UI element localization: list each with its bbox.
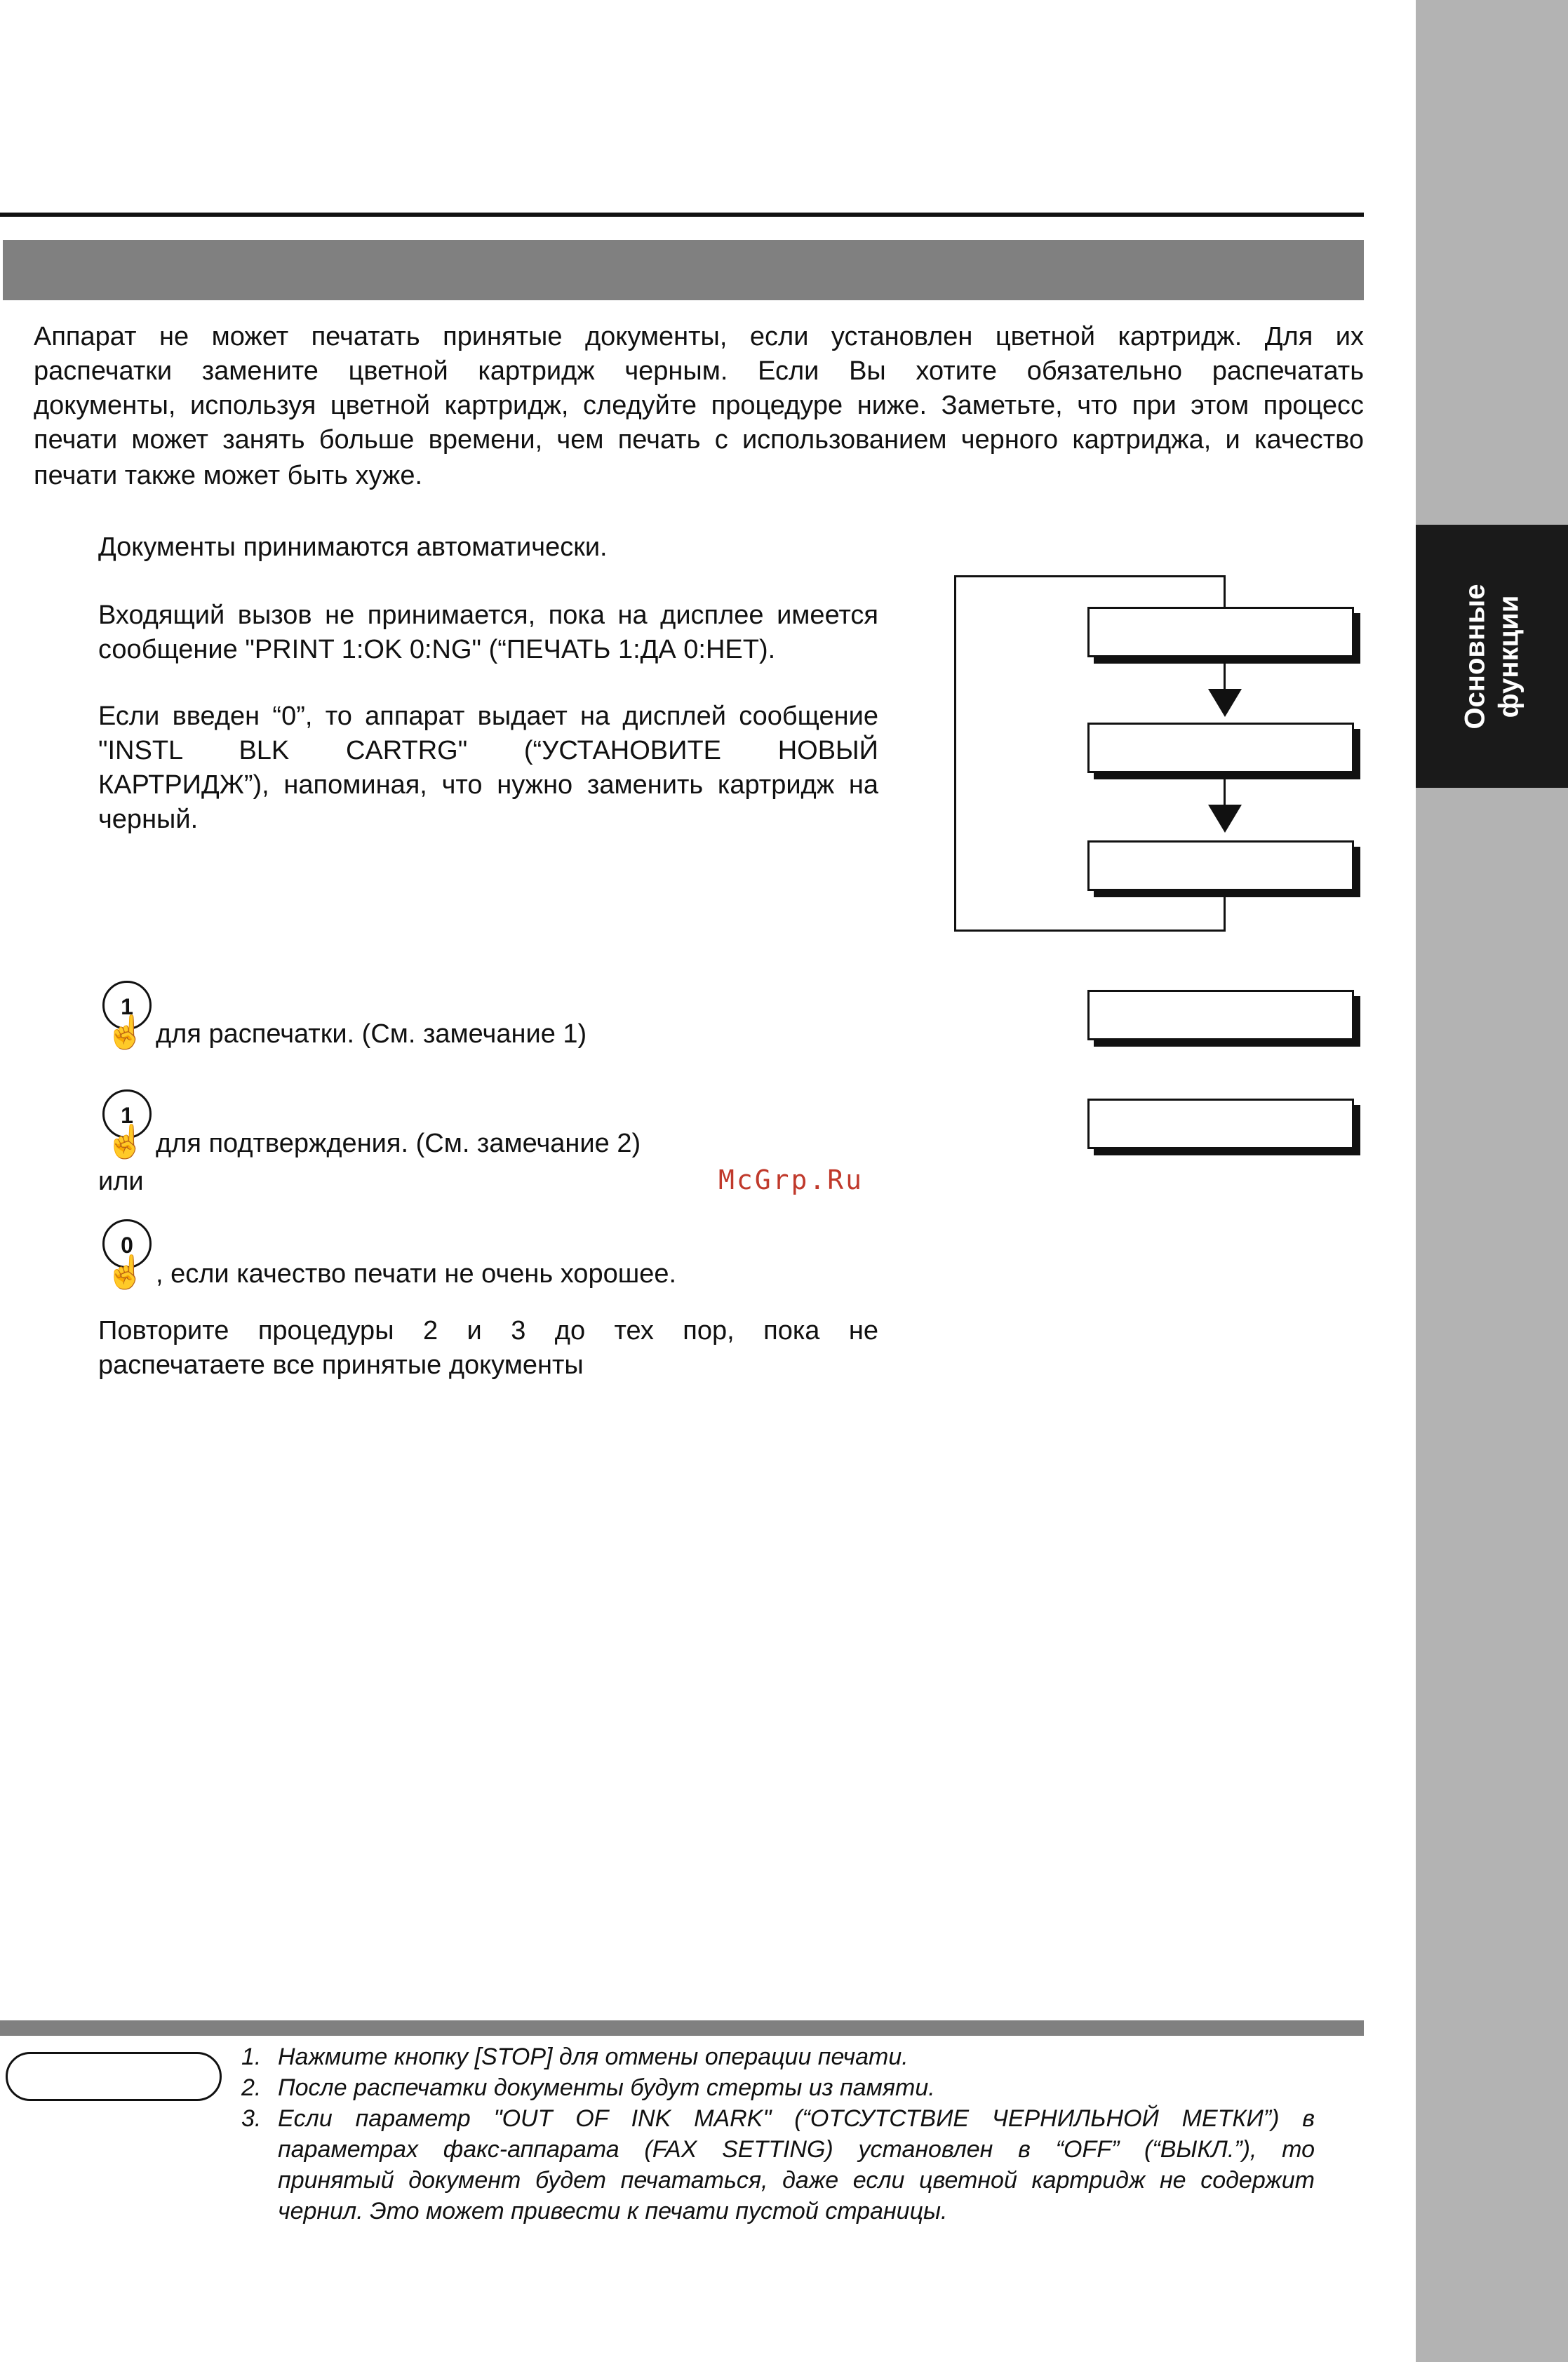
note-number: 1. <box>241 2044 262 2070</box>
notes-list <box>241 2041 1315 2227</box>
section-tab-label <box>1416 525 1568 788</box>
flow-line <box>1224 575 1226 607</box>
flow-line <box>1224 664 1226 689</box>
intro-paragraph <box>34 320 1364 493</box>
note-item <box>241 2103 1315 2227</box>
note-number: 3. <box>241 2105 262 2132</box>
pointing-hand-icon: ☝ <box>105 1254 146 1290</box>
step-zero-entered <box>98 699 878 837</box>
key-print-instruction: для распечатки. (См. замечание 1) <box>156 1019 587 1049</box>
title-bar <box>3 240 1364 300</box>
display-box <box>1087 607 1354 657</box>
step-line: "INSTL BLK CARTRG" (“УСТАНОВИТЕ НОВЫЙ <box>98 736 878 765</box>
note-number: 2. <box>241 2074 262 2101</box>
note-line: принятый документ будет печататься, даже если цветной картридж не содержит <box>278 2167 1315 2194</box>
step-line: черный. <box>98 805 199 834</box>
intro-line: печати также может быть хуже. <box>34 461 423 490</box>
side-strip <box>1416 0 1568 2362</box>
note-item <box>241 2041 1315 2072</box>
section-tab-line1: Основные <box>1459 583 1491 730</box>
step-line: КАРТРИДЖ”), напоминая, что нужно заменить картридж на <box>98 770 878 800</box>
note-label-box <box>6 2052 222 2101</box>
pointing-hand-icon: ☝ <box>105 1123 146 1160</box>
note-text: Нажмите кнопку [STOP] для отмены операции печати. <box>278 2044 909 2070</box>
intro-line: распечатки замените цветной картридж черным. Если Вы хотите обязательно распечатать <box>34 356 1364 386</box>
note-line: чернил. Это может привести к печати пустой страницы. <box>278 2198 948 2225</box>
step-line: распечатаете все принятые документы <box>98 1350 584 1380</box>
note-item <box>241 2072 1315 2103</box>
down-arrow-icon <box>1208 805 1242 833</box>
flow-line <box>1224 897 1226 932</box>
display-box-print <box>1087 990 1354 1040</box>
down-arrow-icon <box>1208 689 1242 717</box>
display-box <box>1087 840 1354 891</box>
key-confirm-instruction: для подтверждения. (См. замечание 2) <box>156 1129 641 1158</box>
note-text: После распечатки документы будут стерты из памяти. <box>278 2074 935 2101</box>
key-button-icon[interactable]: 0 <box>102 1219 152 1268</box>
note-text <box>278 2103 1315 2227</box>
watermark: McGrp.Ru <box>718 1165 864 1195</box>
key-zero-instruction: , если качество печати не очень хорошее. <box>156 1259 677 1289</box>
section-tab-line2: функции <box>1493 595 1525 718</box>
note-line: Если параметр "OUT OF INK MARK" (“ОТСУТСТВИЕ ЧЕРНИЛЬНОЙ МЕТКИ”) в <box>278 2105 1315 2132</box>
display-box-confirm <box>1087 1099 1354 1149</box>
intro-line: Аппарат не может печатать принятые документы, если установлен цветной картридж. Для их <box>34 322 1364 351</box>
flow-line <box>1224 779 1226 805</box>
step-repeat <box>98 1314 878 1383</box>
intro-line: документы, используя цветной картридж, следуйте процедуре ниже. Заметьте, что при этом процесс <box>34 391 1364 420</box>
or-label: или <box>98 1167 144 1196</box>
step-line: сообщение "PRINT 1:OK 0:NG" (“ПЕЧАТЬ 1:ДА 0:НЕТ). <box>98 635 776 664</box>
step-line: Повторите процедуры 2 и 3 до тех пор, пока не <box>98 1316 878 1346</box>
key-button-icon[interactable]: 1 <box>102 1089 152 1139</box>
step-line: Если введен “0”, то аппарат выдает на дисплей сообщение <box>98 702 878 731</box>
note-line: параметрах факс-аппарата (FAX SETTING) установлен в “OFF” (“ВЫКЛ.”), то <box>278 2136 1315 2163</box>
step-line: Входящий вызов не принимается, пока на дисплее имеется <box>98 600 878 630</box>
step-incoming-call <box>98 598 878 667</box>
pointing-hand-icon: ☝ <box>105 1014 146 1050</box>
top-rule <box>0 213 1364 217</box>
intro-line: печати может занять больше времени, чем печать с использованием черного картриджа, и качество <box>34 425 1364 455</box>
display-box <box>1087 723 1354 773</box>
notes-bar <box>0 2020 1364 2036</box>
step-auto-receive: Документы принимаются автоматически. <box>98 532 608 562</box>
key-button-icon[interactable]: 1 <box>102 981 152 1030</box>
